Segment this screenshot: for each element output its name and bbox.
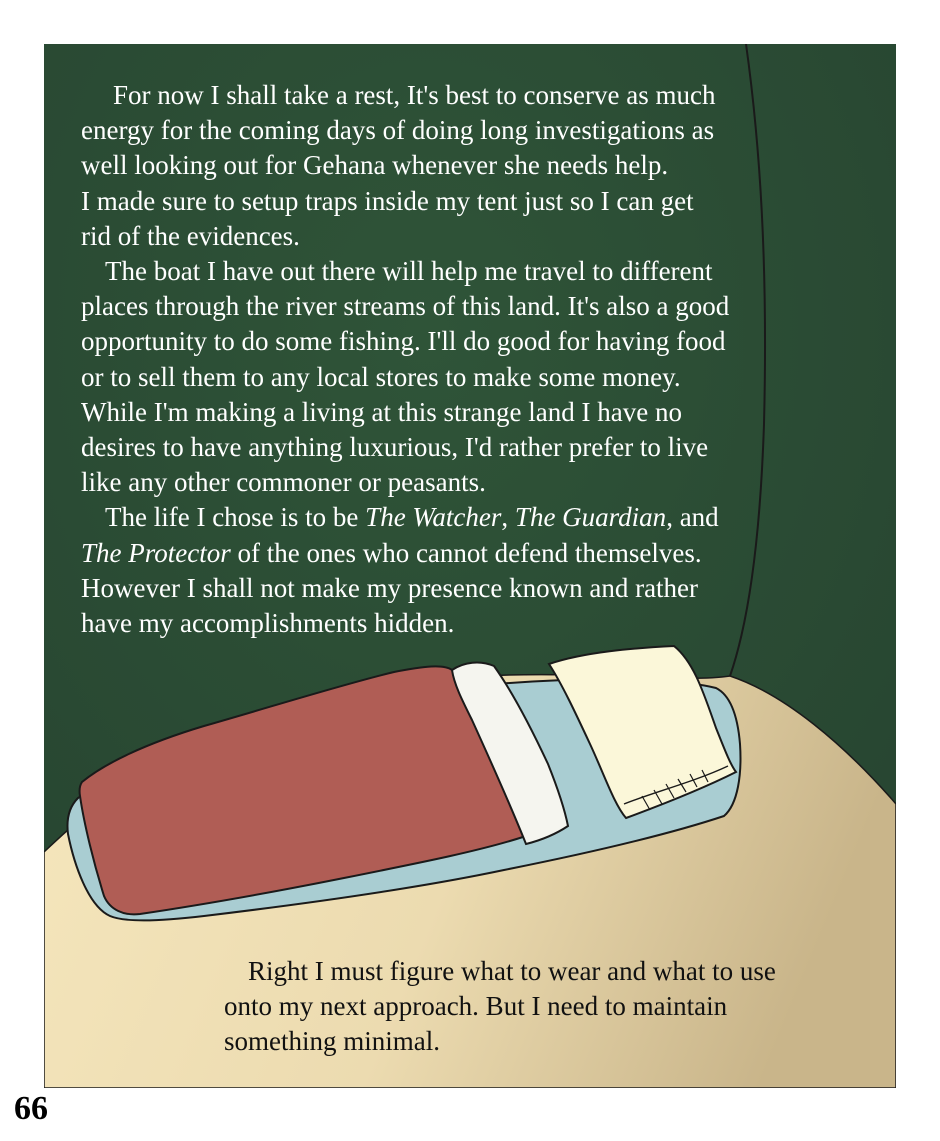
title-the-watcher: The Watcher xyxy=(365,502,502,533)
title-the-protector: The Protector xyxy=(81,537,231,568)
narration-line: well looking out for Gehana whenever she needs help. xyxy=(81,150,669,181)
narration-line: rid of the evidences. xyxy=(81,220,300,251)
comic-panel xyxy=(44,44,896,1088)
narration-span: The life I chose is to be xyxy=(105,502,366,533)
narration-line: like any other commoner or peasants. xyxy=(81,467,486,498)
narration-line: The boat I have out there will help me travel to different xyxy=(105,256,713,287)
narration-line: have my accomplishments hidden. xyxy=(81,608,455,639)
narration-line: I made sure to setup traps inside my tent just so I can get xyxy=(81,185,694,216)
narration-line: desires to have anything luxurious, I'd rather prefer to live xyxy=(81,432,709,463)
narration-span: , and xyxy=(666,502,719,533)
narration-span: , xyxy=(501,502,515,533)
narration-line: onto my next approach. But I need to maintain xyxy=(224,991,728,1022)
narration-text-bottom xyxy=(224,954,874,1060)
narration-line xyxy=(81,536,871,571)
narration-line xyxy=(81,500,871,535)
narration-text-top xyxy=(81,78,871,641)
title-the-guardian: The Guardian xyxy=(514,502,667,533)
narration-line: For now I shall take a rest, It's best to conserve as much xyxy=(113,80,716,110)
narration-line: places through the river streams of this land. It's also a good xyxy=(81,291,730,322)
narration-line: something minimal. xyxy=(224,1026,440,1057)
narration-span: of the ones who cannot defend themselves. xyxy=(230,537,702,568)
narration-line: opportunity to do some fishing. I'll do good for having food xyxy=(81,326,726,357)
narration-line: However I shall not make my presence known and rather xyxy=(81,572,699,603)
narration-line: energy for the coming days of doing long investigations as xyxy=(81,115,715,146)
page-number: 66 xyxy=(14,1090,48,1127)
narration-line: While I'm making a living at this strange land I have no xyxy=(81,396,682,427)
narration-line: Right I must figure what to wear and what to use xyxy=(248,956,776,986)
narration-line: or to sell them to any local stores to make some money. xyxy=(81,361,681,392)
